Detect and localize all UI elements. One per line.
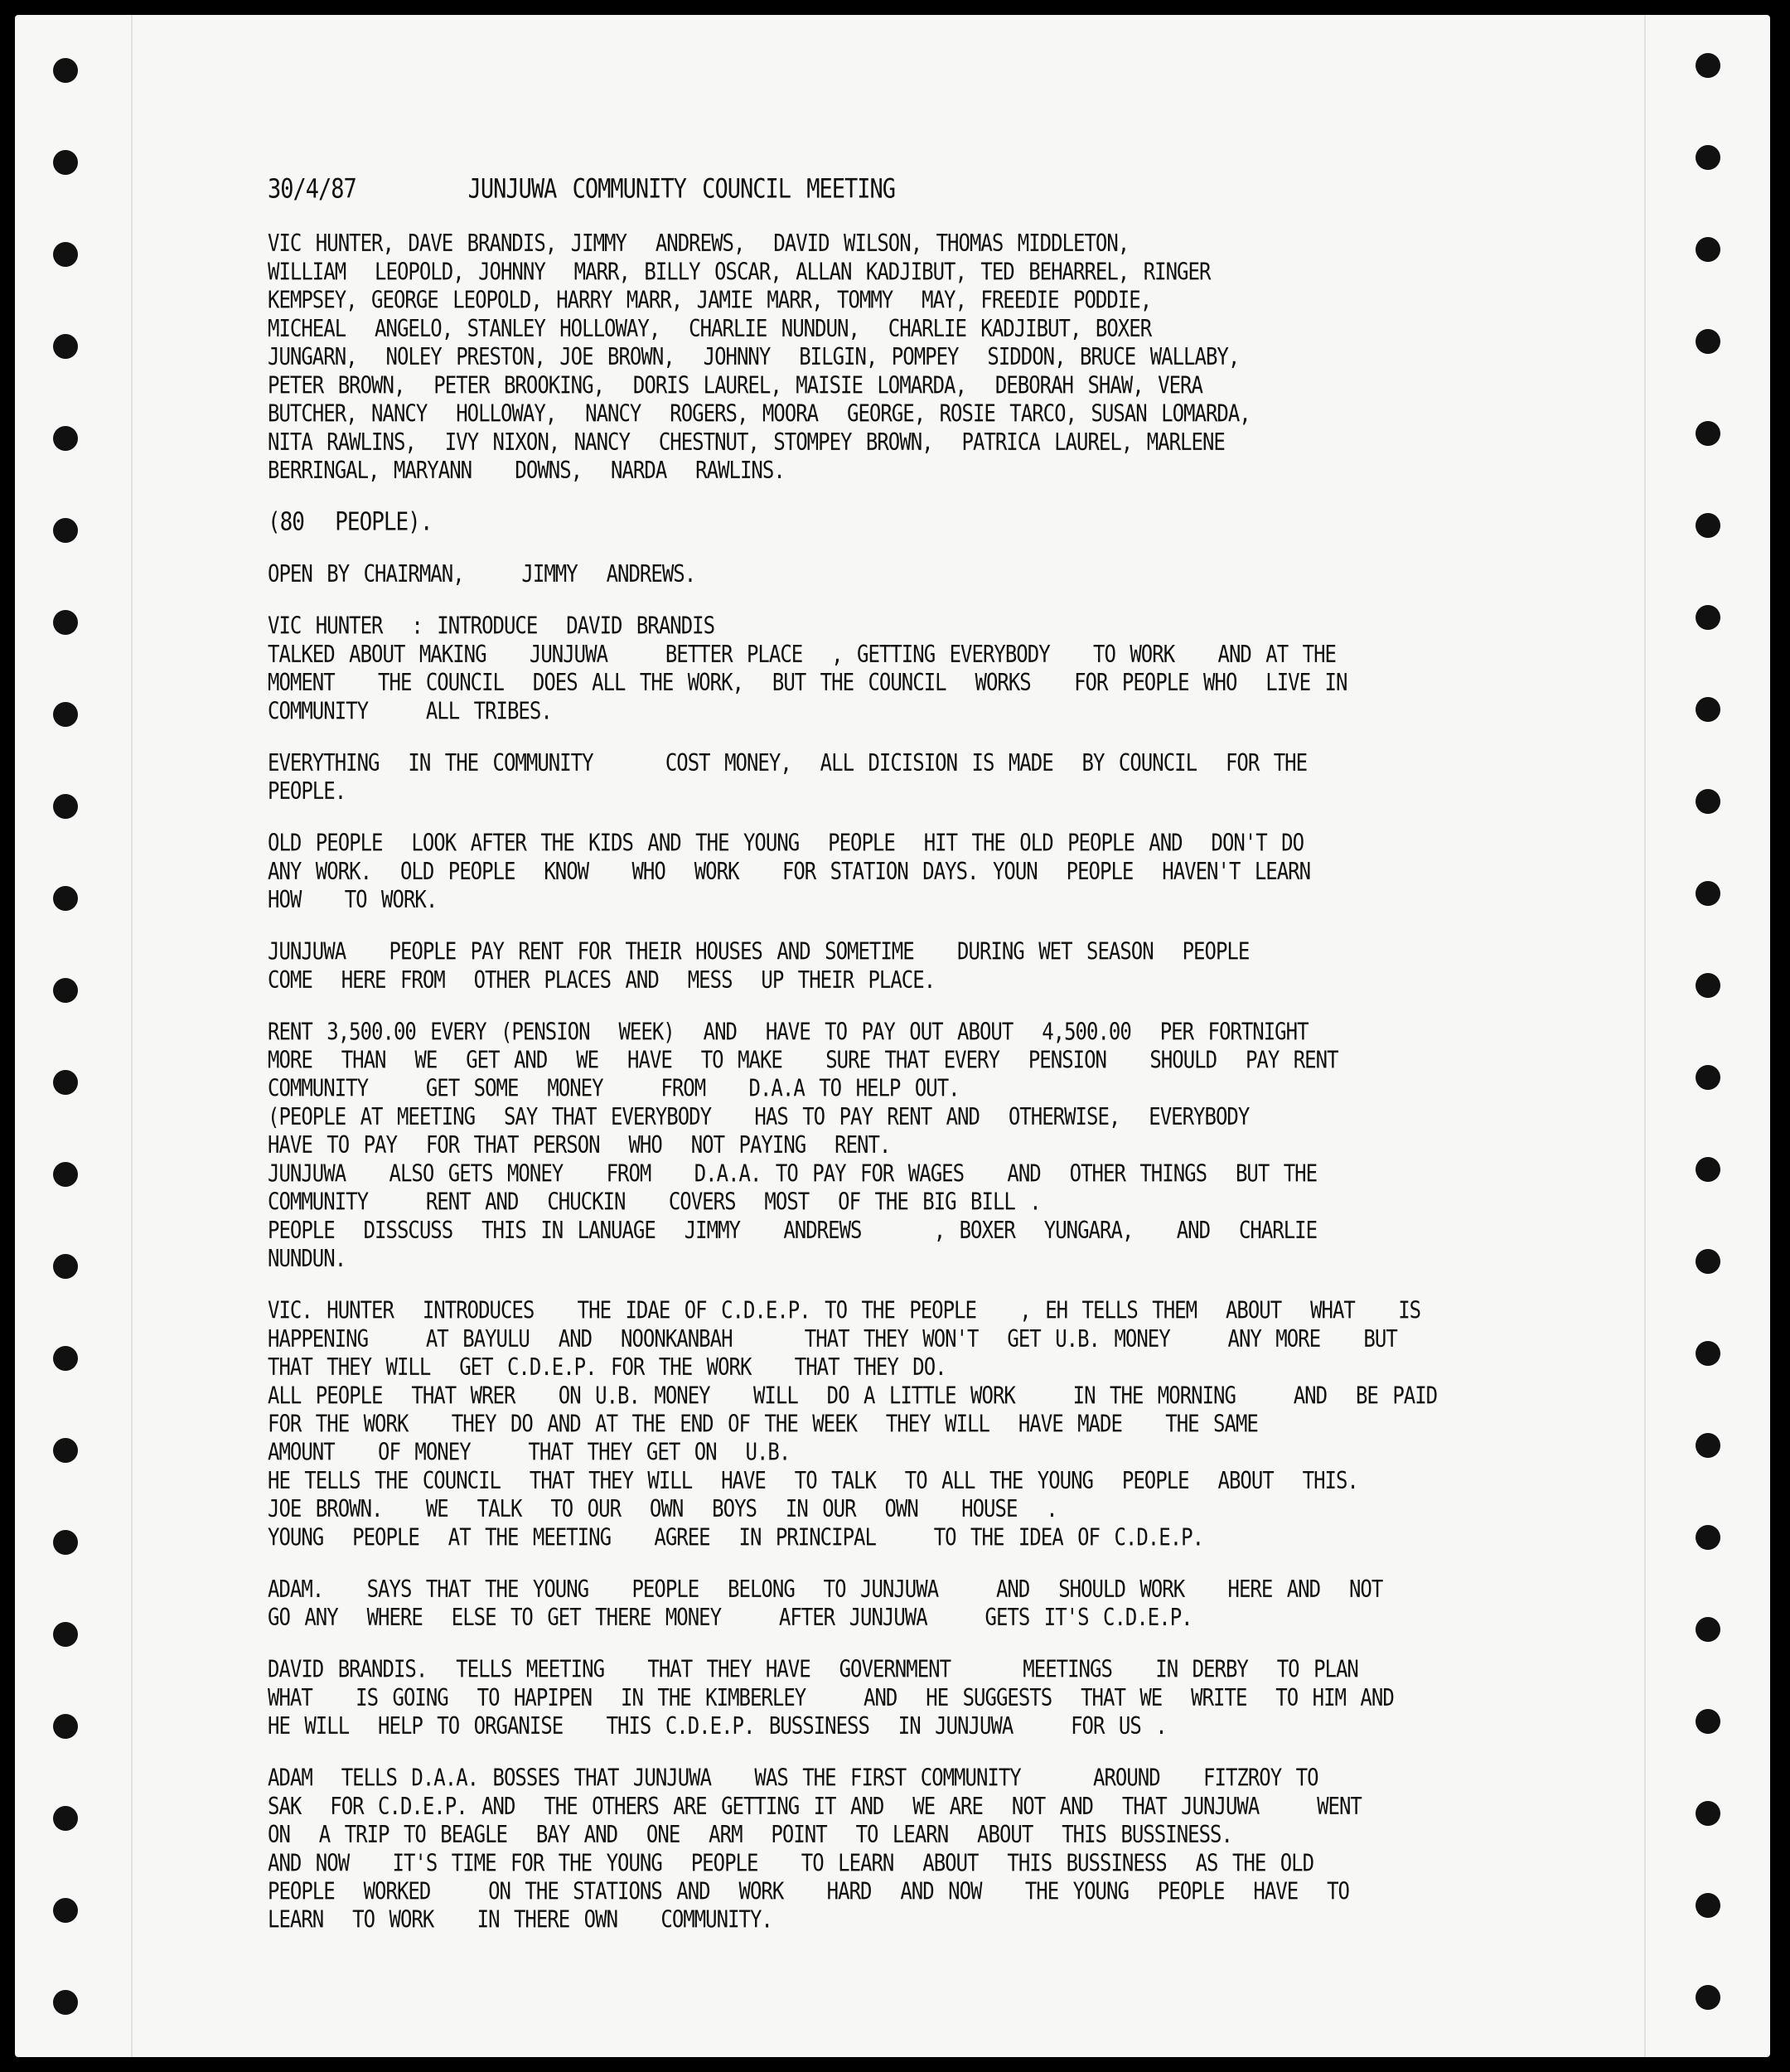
- tractor-feed-hole: [1696, 145, 1720, 170]
- tractor-feed-hole: [53, 1162, 78, 1187]
- page-header: [268, 174, 1370, 205]
- tractor-feed-hole: [1696, 1709, 1720, 1734]
- tractor-feed-hole: [1696, 1985, 1720, 2010]
- tractor-feed-hole: [53, 242, 78, 267]
- minutes-line: COMMUNITY GET SOME MONEY FROM D.A.A TO HELP OUT.: [268, 1074, 960, 1102]
- tractor-feed-hole: [1696, 421, 1720, 446]
- attendee-line: NITA RAWLINS, IVY NIXON, NANCY CHESTNUT, STOMPEY BROWN, PATRICA LAUREL, MARLENE: [268, 428, 1225, 456]
- minutes-paragraph: [268, 1296, 1438, 1552]
- minutes-paragraph: [268, 1018, 1370, 1273]
- tractor-feed-hole: [1696, 697, 1720, 722]
- tractor-feed-hole: [53, 1622, 78, 1647]
- tractor-feed-hole: [1696, 881, 1720, 906]
- tractor-feed-hole: [53, 886, 78, 911]
- left-tractor-strip: [15, 15, 133, 2057]
- tractor-feed-hole: [53, 794, 78, 819]
- paper-sheet: [15, 15, 1770, 2057]
- tractor-feed-hole: [53, 1438, 78, 1463]
- tractor-feed-hole: [1696, 237, 1720, 262]
- minutes-paragraph: [268, 938, 1370, 995]
- tractor-feed-hole: [53, 1806, 78, 1831]
- minutes-line: MOMENT THE COUNCIL DOES ALL THE WORK, BUT THE COUNCIL WORKS FOR PEOPLE WHO LIVE IN: [268, 669, 1347, 697]
- minutes-line: HE WILL HELP TO ORGANISE THIS C.D.E.P. BUSSINESS IN JUNJUWA FOR US .: [268, 1712, 1167, 1740]
- minutes-line: FOR THE WORK THEY DO AND AT THE END OF THE WEEK THEY WILL HAVE MADE THE SAME: [268, 1410, 1258, 1438]
- tractor-feed-hole: [1696, 1341, 1720, 1366]
- tractor-feed-hole: [53, 1254, 78, 1279]
- tractor-feed-hole: [1696, 1801, 1720, 1826]
- minutes-line: AND NOW IT'S TIME FOR THE YOUNG PEOPLE TO LEARN ABOUT THIS BUSSINESS AS THE OLD: [268, 1849, 1314, 1877]
- minutes-line: OPEN BY CHAIRMAN, JIMMY ANDREWS.: [268, 560, 696, 588]
- minutes-line: AMOUNT OF MONEY THAT THEY GET ON U.B.: [268, 1438, 791, 1466]
- attendance-count-block: [268, 509, 1370, 537]
- minutes-line: VIC. HUNTER INTRODUCES THE IDAE OF C.D.E.P. TO THE PEOPLE , EH TELLS THEM ABOUT WHAT IS: [268, 1296, 1421, 1324]
- minutes-line: (PEOPLE AT MEETING SAY THAT EVERYBODY HAS TO PAY RENT AND OTHERWISE, EVERYBODY: [268, 1103, 1250, 1131]
- attendee-line: KEMPSEY, GEORGE LEOPOLD, HARRY MARR, JAMIE MARR, TOMMY MAY, FREEDIE PODDIE,: [268, 286, 1152, 314]
- minutes-line: RENT 3,500.00 EVERY (PENSION WEEK) AND HAVE TO PAY OUT ABOUT 4,500.00 PER FORTNIGHT: [268, 1018, 1309, 1046]
- tractor-feed-hole: [1696, 1249, 1720, 1274]
- tractor-feed-hole: [53, 426, 78, 451]
- tractor-feed-hole: [53, 1714, 78, 1739]
- minutes-line: HE TELLS THE COUNCIL THAT THEY WILL HAVE TO TALK TO ALL THE YOUNG PEOPLE ABOUT THIS.: [268, 1466, 1358, 1494]
- minutes-body: [268, 560, 1438, 1934]
- minutes-line: PEOPLE.: [268, 777, 346, 806]
- minutes-line: DAVID BRANDIS. TELLS MEETING THAT THEY HAVE GOVERNMENT MEETINGS IN DERBY TO PLAN: [268, 1655, 1358, 1683]
- tractor-feed-hole: [1696, 513, 1720, 538]
- minutes-paragraph: [268, 1765, 1370, 1934]
- minutes-line: MORE THAN WE GET AND WE HAVE TO MAKE SURE THAT EVERY PENSION SHOULD PAY RENT: [268, 1046, 1338, 1074]
- minutes-line: HAPPENING AT BAYULU AND NOONKANBAH THAT THEY WON'T GET U.B. MONEY ANY MORE BUT: [268, 1324, 1397, 1353]
- meeting-title: JUNJUWA COMMUNITY COUNCIL MEETING: [467, 174, 896, 205]
- tractor-feed-hole: [53, 1346, 78, 1371]
- tractor-feed-hole: [1696, 1065, 1720, 1090]
- minutes-line: LEARN TO WORK IN THERE OWN COMMUNITY.: [268, 1905, 772, 1934]
- attendance-count: (80 PEOPLE).: [268, 507, 433, 537]
- minutes-line: ANY WORK. OLD PEOPLE KNOW WHO WORK FOR STATION DAYS. YOUN PEOPLE HAVEN'T LEARN: [268, 857, 1311, 885]
- tractor-feed-hole: [53, 702, 78, 727]
- minutes-line: ADAM. SAYS THAT THE YOUNG PEOPLE BELONG TO JUNJUWA AND SHOULD WORK HERE AND NOT: [268, 1575, 1383, 1603]
- attendee-line: MICHEAL ANGELO, STANLEY HOLLOWAY, CHARLIE NUNDUN, CHARLIE KADJIBUT, BOXER: [268, 314, 1152, 342]
- minutes-line: PEOPLE DISSCUSS THIS IN LANUAGE JIMMY ANDREWS , BOXER YUNGARA, AND CHARLIE: [268, 1216, 1318, 1244]
- tractor-feed-hole: [1696, 789, 1720, 814]
- minutes-line: YOUNG PEOPLE AT THE MEETING AGREE IN PRINCIPAL TO THE IDEA OF C.D.E.P.: [268, 1523, 1204, 1552]
- minutes-line: SAK FOR C.D.E.P. AND THE OTHERS ARE GETTING IT AND WE ARE NOT AND THAT JUNJUWA WENT: [268, 1792, 1362, 1820]
- minutes-line: GO ANY WHERE ELSE TO GET THERE MONEY AFTER JUNJUWA GETS IT'S C.D.E.P.: [268, 1604, 1193, 1632]
- minutes-line: JUNJUWA PEOPLE PAY RENT FOR THEIR HOUSES AND SOMETIME DURING WET SEASON PEOPLE: [268, 937, 1250, 966]
- attendee-line: PETER BROWN, PETER BROOKING, DORIS LAUREL, MAISIE LOMARDA, DEBORAH SHAW, VERA: [268, 371, 1202, 399]
- tractor-feed-hole: [1696, 1525, 1720, 1550]
- meeting-date: 30/4/87: [268, 174, 356, 205]
- minutes-line: ALL PEOPLE THAT WRER ON U.B. MONEY WILL DO A LITTLE WORK IN THE MORNING AND BE PAID: [268, 1382, 1438, 1410]
- tractor-feed-hole: [53, 1990, 78, 2015]
- attendee-list: [268, 230, 1370, 485]
- tractor-feed-hole: [53, 58, 78, 83]
- tractor-feed-hole: [1696, 1157, 1720, 1182]
- minutes-line: ADAM TELLS D.A.A. BOSSES THAT JUNJUWA WAS THE FIRST COMMUNITY AROUND FITZROY TO: [268, 1764, 1318, 1792]
- tractor-feed-hole: [1696, 1893, 1720, 1918]
- minutes-line: TALKED ABOUT MAKING JUNJUWA BETTER PLACE , GETTING EVERYBODY TO WORK AND AT THE: [268, 640, 1336, 668]
- minutes-line: COME HERE FROM OTHER PLACES AND MESS UP THEIR PLACE.: [268, 966, 936, 994]
- minutes-paragraph: [268, 830, 1370, 915]
- tractor-feed-hole: [53, 334, 78, 359]
- tractor-feed-hole: [1696, 329, 1720, 354]
- minutes-line: WHAT IS GOING TO HAPIPEN IN THE KIMBERLEY AND HE SUGGESTS THAT WE WRITE TO HIM AND: [268, 1683, 1394, 1711]
- attendee-line: VIC HUNTER, DAVE BRANDIS, JIMMY ANDREWS, DAVID WILSON, THOMAS MIDDLETON,: [268, 230, 1130, 258]
- tractor-feed-hole: [53, 1070, 78, 1095]
- tractor-feed-hole: [53, 1530, 78, 1555]
- tractor-feed-hole: [1696, 1433, 1720, 1458]
- tractor-feed-hole: [1696, 973, 1720, 998]
- tractor-feed-hole: [53, 978, 78, 1003]
- minutes-paragraph: [268, 560, 1370, 588]
- minutes-line: THAT THEY WILL GET C.D.E.P. FOR THE WORK THAT THEY DO.: [268, 1353, 946, 1382]
- minutes-line: JOE BROWN. WE TALK TO OUR OWN BOYS IN OUR OWN HOUSE .: [268, 1495, 1057, 1523]
- meeting-minutes: [268, 174, 1438, 1958]
- tractor-feed-hole: [1696, 53, 1720, 78]
- tractor-feed-hole: [1696, 605, 1720, 630]
- tractor-feed-hole: [53, 1898, 78, 1923]
- attendee-line: BUTCHER, NANCY HOLLOWAY, NANCY ROGERS, MOORA GEORGE, ROSIE TARCO, SUSAN LOMARDA,: [268, 399, 1251, 428]
- minutes-line: EVERYTHING IN THE COMMUNITY COST MONEY, ALL DICISION IS MADE BY COUNCIL FOR THE: [268, 748, 1308, 777]
- minutes-paragraph: [268, 1655, 1394, 1741]
- minutes-paragraph: [268, 749, 1370, 806]
- minutes-paragraph: [268, 1575, 1383, 1632]
- minutes-paragraph: [268, 612, 1370, 726]
- tractor-feed-hole: [1696, 1617, 1720, 1642]
- tractor-feed-hole: [53, 518, 78, 543]
- attendee-line: BERRINGAL, MARYANN DOWNS, NARDA RAWLINS.: [268, 457, 785, 485]
- right-tractor-strip: [1644, 15, 1770, 2057]
- minutes-line: HOW TO WORK.: [268, 886, 438, 914]
- minutes-line: VIC HUNTER : INTRODUCE DAVID BRANDIS: [268, 612, 715, 640]
- minutes-line: JUNJUWA ALSO GETS MONEY FROM D.A.A. TO PAY FOR WAGES AND OTHER THINGS BUT THE: [268, 1159, 1318, 1188]
- minutes-line: COMMUNITY ALL TRIBES.: [268, 697, 552, 725]
- minutes-line: COMMUNITY RENT AND CHUCKIN COVERS MOST OF THE BIG BILL .: [268, 1188, 1041, 1216]
- tractor-feed-hole: [53, 150, 78, 175]
- attendee-line: WILLIAM LEOPOLD, JOHNNY MARR, BILLY OSCAR, ALLAN KADJIBUT, TED BEHARREL, RINGER: [268, 258, 1211, 286]
- minutes-line: PEOPLE WORKED ON THE STATIONS AND WORK HARD AND NOW THE YOUNG PEOPLE HAVE TO: [268, 1877, 1349, 1905]
- minutes-line: NUNDUN.: [268, 1245, 346, 1273]
- minutes-line: ON A TRIP TO BEAGLE BAY AND ONE ARM POINT TO LEARN ABOUT THIS BUSSINESS.: [268, 1821, 1232, 1849]
- tractor-feed-hole: [53, 610, 78, 635]
- minutes-line: OLD PEOPLE LOOK AFTER THE KIDS AND THE YOUNG PEOPLE HIT THE OLD PEOPLE AND DON'T DO: [268, 829, 1304, 857]
- attendee-line: JUNGARN, NOLEY PRESTON, JOE BROWN, JOHNNY BILGIN, POMPEY SIDDON, BRUCE WALLABY,: [268, 343, 1240, 371]
- minutes-line: HAVE TO PAY FOR THAT PERSON WHO NOT PAYING RENT.: [268, 1131, 891, 1159]
